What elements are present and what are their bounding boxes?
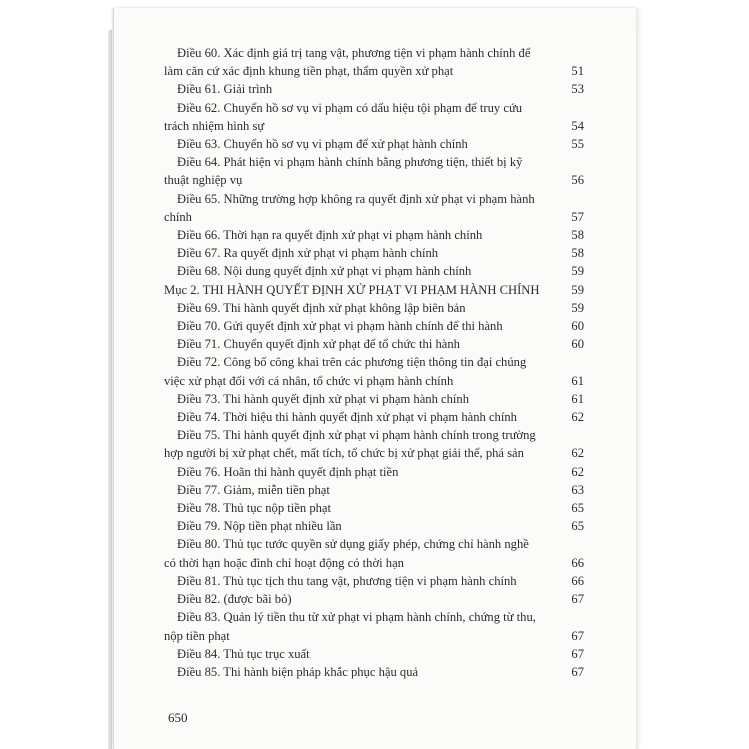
toc-entry-page: 53 — [571, 82, 584, 97]
toc-entry-page: 60 — [571, 337, 584, 352]
toc-entry-title: Điều 80. Thủ tục tước quyền sử dụng giấy phép, chứng chỉ hành nghề có thời hạn hoặc đình chỉ hoạt động có thời hạn — [164, 537, 529, 570]
toc-entry-title: Điều 84. Thủ tục trục xuất — [177, 646, 310, 661]
toc-entry-page: 62 — [571, 446, 584, 461]
toc-entry-title: Điều 71. Chuyển quyết định xử phạt để tổ chức thi hành — [177, 337, 460, 352]
toc-section-muc-2 — [164, 281, 584, 299]
toc-entry-dieu-79 — [164, 517, 584, 535]
toc-entry-page: 62 — [571, 410, 584, 425]
toc-entry-page: 67 — [571, 628, 584, 643]
toc-entry-dieu-60 — [164, 44, 584, 80]
toc-entry-dieu-85 — [164, 663, 584, 681]
toc-entry-title: Điều 68. Nội dung quyết định xử phạt vi phạm hành chính — [177, 264, 472, 279]
toc-entry-page: 58 — [571, 228, 584, 243]
toc-entry-title: Điều 75. Thi hành quyết định xử phạt vi phạm hành chính trong trường hợp người bị xử phạt chết, mất tích, tổ chức bị xử phạt giải thể, phá sản — [164, 428, 536, 461]
toc-entry-title: Điều 61. Giải trình — [177, 82, 273, 97]
toc-entry-dieu-80 — [164, 535, 584, 571]
toc-entry-page: 61 — [571, 373, 584, 388]
toc-entry-page: 67 — [571, 592, 584, 607]
toc-entry-title: Điều 62. Chuyển hồ sơ vụ vi phạm có dấu hiệu tội phạm để truy cứu trách nhiệm hình sự — [164, 100, 523, 133]
toc-entry-page: 55 — [571, 137, 584, 152]
toc-entry-title: Điều 64. Phát hiện vi phạm hành chính bằng phương tiện, thiết bị kỹ thuật nghiệp vụ — [164, 155, 523, 188]
toc-entry-title: Điều 73. Thi hành quyết định xử phạt vi phạm hành chính — [177, 391, 470, 406]
toc-entry-dieu-73 — [164, 390, 584, 408]
toc-section-title: Mục 2. THI HÀNH QUYẾT ĐỊNH XỬ PHẠT VI PHẠM HÀNH CHÍNH — [164, 282, 540, 297]
toc-entry-page: 62 — [571, 464, 584, 479]
toc-entry-page: 59 — [571, 282, 584, 297]
toc-entry-dieu-67 — [164, 244, 584, 262]
toc-entry-page: 60 — [571, 319, 584, 334]
toc-entry-title: Điều 69. Thi hành quyết định xử phạt không lập biên bản — [177, 300, 466, 315]
toc-entry-dieu-74 — [164, 408, 584, 426]
book-page-edge-left — [108, 30, 112, 749]
toc-entry-title: Điều 60. Xác định giá trị tang vật, phương tiện vi phạm hành chính để làm căn cứ xác định khung tiền phạt, thẩm quyền xử phạt — [164, 46, 531, 79]
toc-entry-title: Điều 83. Quản lý tiền thu từ xử phạt vi phạm hành chính, chứng từ thu, nộp tiền phạt — [164, 610, 536, 643]
toc-entry-page: 58 — [571, 246, 584, 261]
toc-entry-title: Điều 78. Thủ tục nộp tiền phạt — [177, 501, 332, 516]
toc-entry-title: Điều 70. Gửi quyết định xử phạt vi phạm hành chính để thi hành — [177, 319, 503, 334]
toc-entry-title: Điều 82. (được bãi bỏ) — [177, 592, 292, 607]
toc-entry-dieu-72 — [164, 353, 584, 389]
toc-entry-dieu-64 — [164, 153, 584, 189]
toc-entry-dieu-75 — [164, 426, 584, 462]
toc-entry-page: 65 — [571, 519, 584, 534]
toc-entry-title: Điều 67. Ra quyết định xử phạt vi phạm hành chính — [177, 246, 439, 261]
toc-entry-dieu-62 — [164, 99, 584, 135]
footer-page-number: 650 — [168, 710, 188, 725]
toc-entry-dieu-84 — [164, 645, 584, 663]
toc-entry-title: Điều 81. Thủ tục tịch thu tang vật, phương tiện vi phạm hành chính — [177, 573, 517, 588]
toc-entry-dieu-77 — [164, 481, 584, 499]
toc-entry-dieu-83 — [164, 608, 584, 644]
toc-entry-dieu-76 — [164, 463, 584, 481]
toc-entry-dieu-82 — [164, 590, 584, 608]
toc-entry-dieu-78 — [164, 499, 584, 517]
toc-entry-page: 54 — [571, 118, 584, 133]
toc-entry-dieu-68 — [164, 262, 584, 280]
toc-entry-title: Điều 74. Thời hiệu thi hành quyết định xử phạt vi phạm hành chính — [177, 410, 517, 425]
toc-entry-page: 67 — [571, 664, 584, 679]
toc-entry-title: Điều 63. Chuyển hồ sơ vụ vi phạm để xử phạt hành chính — [177, 137, 468, 152]
toc-entry-title: Điều 79. Nộp tiền phạt nhiều lần — [177, 519, 342, 534]
toc-entry-dieu-66 — [164, 226, 584, 244]
toc-entry-page: 59 — [571, 264, 584, 279]
toc-entry-title: Điều 72. Công bố công khai trên các phương tiện thông tin đại chúng việc xử phạt đối với cá nhân, tổ chức vi phạm hành chính — [164, 355, 527, 388]
toc-entry-page: 63 — [571, 482, 584, 497]
toc-entry-page: 57 — [571, 209, 584, 224]
toc-entry-page: 67 — [571, 646, 584, 661]
toc-entry-page: 56 — [571, 173, 584, 188]
toc-entry-dieu-61 — [164, 80, 584, 98]
toc-entry-title: Điều 66. Thời hạn ra quyết định xử phạt vi phạm hành chính — [177, 228, 483, 243]
toc-entry-dieu-81 — [164, 572, 584, 590]
toc-entry-dieu-65 — [164, 190, 584, 226]
toc-entry-page: 61 — [571, 391, 584, 406]
toc-entry-dieu-63 — [164, 135, 584, 153]
toc-entry-dieu-71 — [164, 335, 584, 353]
toc-entry-title: Điều 85. Thi hành biện pháp khắc phục hậu quả — [177, 664, 419, 679]
toc-entry-title: Điều 76. Hoãn thi hành quyết định phạt tiền — [177, 464, 399, 479]
toc-entry-page: 66 — [571, 555, 584, 570]
toc-entry-dieu-69 — [164, 299, 584, 317]
table-of-contents — [164, 44, 584, 681]
toc-entry-page: 51 — [571, 64, 584, 79]
toc-entry-page: 66 — [571, 573, 584, 588]
toc-entry-title: Điều 77. Giảm, miễn tiền phạt — [177, 482, 330, 497]
toc-entry-page: 65 — [571, 501, 584, 516]
toc-entry-page: 59 — [571, 300, 584, 315]
book-page-edge-right — [636, 30, 639, 749]
toc-entry-title: Điều 65. Những trường hợp không ra quyết định xử phạt vi phạm hành chính — [164, 191, 535, 224]
toc-entry-dieu-70 — [164, 317, 584, 335]
